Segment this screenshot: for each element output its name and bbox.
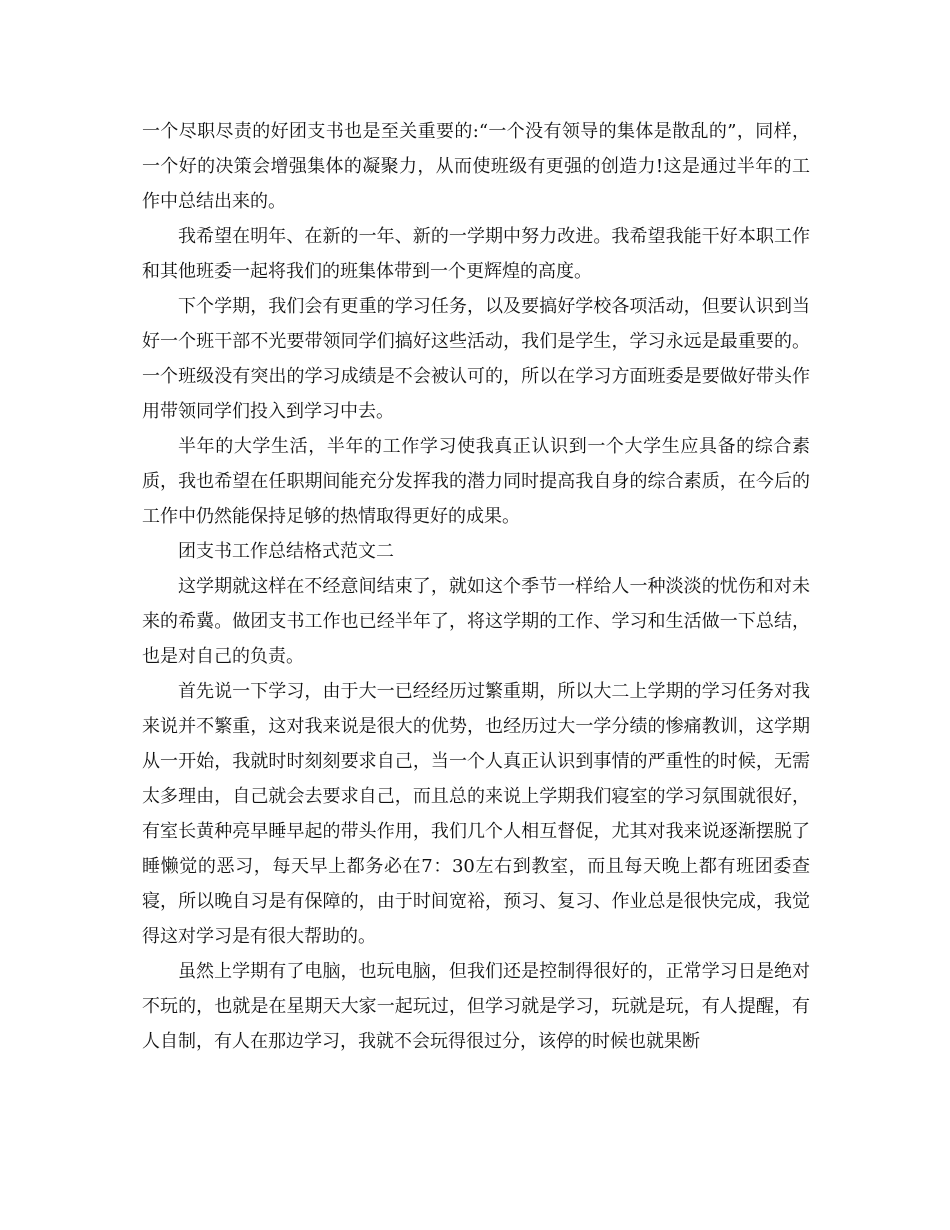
paragraph: 首先说一下学习，由于大一已经经历过繁重期，所以大二上学期的学习任务对我来说并不繁重，这对我来说是很大的优势，也经历过大一学分绩的惨痛教训，这学期从一开始，我就时时刻刻要求自己，当一个人真正认识到事情的严重性的时候，无需太多理由，自己就会去要求自己，而且总的来说上学期我们寝室的学习氛围就很好，有室长黄种亮早睡早起的带头作用，我们几个人相互督促，尤其对我来说逐渐摆脱了睡懒觉的恶习，每天早上都务必在7：30左右到教室，而且每天晚上都有班团委查寝，所以晚自习是有保障的，由于时间宽裕，预习、复习、作业总是很快完成，我觉得这对学习是有很大帮助的。 <box>142 681 810 947</box>
paragraph: 虽然上学期有了电脑，也玩电脑，但我们还是控制得很好的，正常学习日是绝对不玩的，也就是在星期天大家一起玩过，但学习就是学习，玩就是玩，有人提醒，有人自制，有人在那边学习，我就不会玩得很过分，该停的时候也就果断 <box>142 961 810 1052</box>
paragraph: 下个学期，我们会有更重的学习任务，以及要搞好学校各项活动，但要认识到当好一个班干部不光要带领同学们搞好这些活动，我们是学生，学习永远是最重要的。一个班级没有突出的学习成绩是不会被认可的，所以在学习方面班委是要做好带头作用带领同学们投入到学习中去。 <box>142 296 810 422</box>
section-heading: 团支书工作总结格式范文二 <box>178 541 394 562</box>
paragraph: 我希望在明年、在新的一年、新的一学期中努力改进。我希望我能干好本职工作和其他班委一起将我们的班集体带到一个更辉煌的高度。 <box>142 226 810 282</box>
document-body <box>142 114 810 1059</box>
paragraph: 这学期就这样在不经意间结束了，就如这个季节一样给人一种淡淡的忧伤和对未来的希冀。做团支书工作也已经半年了，将这学期的工作、学习和生活做一下总结，也是对自己的负责。 <box>142 576 810 667</box>
paragraph: 一个尽职尽责的好团支书也是至关重要的:“一个没有领导的集体是散乱的”，同样，一个好的决策会增强集体的凝聚力，从而使班级有更强的创造力!这是通过半年的工作中总结出来的。 <box>142 121 810 212</box>
paragraph: 半年的大学生活，半年的工作学习使我真正认识到一个大学生应具备的综合素质，我也希望在任职期间能充分发挥我的潜力同时提高我自身的综合素质，在今后的工作中仍然能保持足够的热情取得更好的成果。 <box>142 436 810 527</box>
